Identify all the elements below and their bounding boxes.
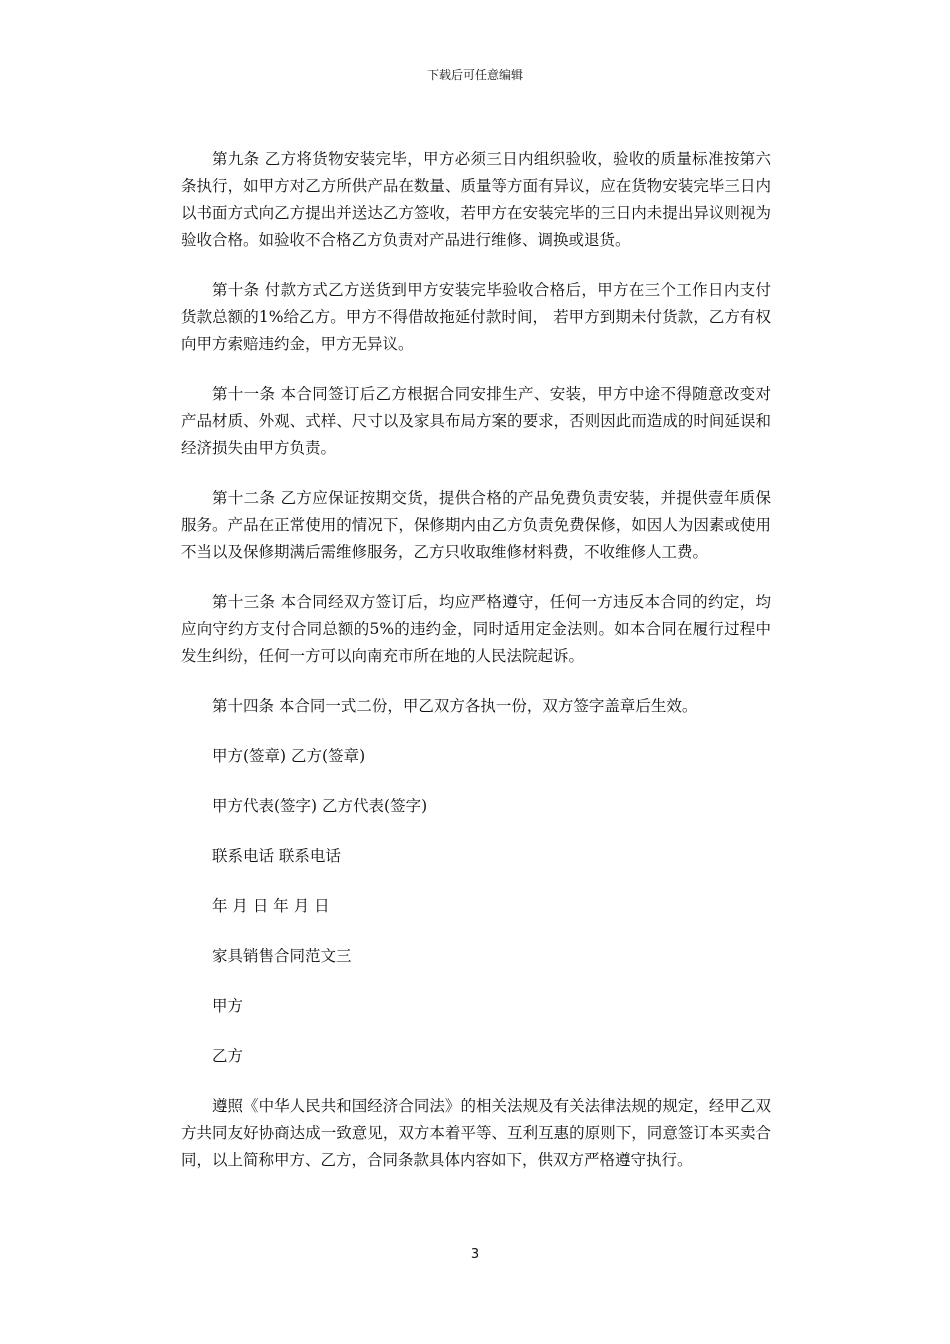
representative-signature-line: 甲方代表(签字) 乙方代表(签字)	[212, 797, 428, 815]
section-title: 家具销售合同范文三	[212, 947, 352, 965]
signature-seal-line: 甲方(签章) 乙方(签章)	[212, 747, 366, 765]
article-10-paragraph: 第十条 付款方式乙方送货到甲方安装完毕验收合格后，甲方在三个工作日内支付货款总额的1%给乙方。甲方不得借故拖延付款时间， 若甲方到期未付货款，乙方有权向甲方索赔违约金，甲方无异议。	[181, 281, 771, 353]
party-a-line: 甲方	[212, 997, 244, 1015]
party-b-line: 乙方	[212, 1047, 244, 1065]
page-number: 3	[470, 1247, 480, 1262]
article-12-paragraph: 第十二条 乙方应保证按期交货，提供合格的产品免费负责安装，并提供壹年质保服务。产品在正常使用的情况下，保修期内由乙方负责免费保修，如因人为因素或使用不当以及保修期满后需维修服务，乙方只收取维修材料费，不收维修人工费。	[181, 489, 771, 561]
preamble-paragraph: 遵照《中华人民共和国经济合同法》的相关法规及有关法律法规的规定，经甲乙双方共同友好协商达成一致意见，双方本着平等、互利互惠的原则下，同意签订本买卖合同，以上简称甲方、乙方，合同条款具体内容如下，供双方严格遵守执行。	[181, 1097, 771, 1169]
page-header: 下载后可任意编辑	[426, 68, 523, 82]
document-body	[181, 146, 771, 1197]
phone-line: 联系电话 联系电话	[212, 847, 341, 865]
article-14-paragraph: 第十四条 本合同一式二份，甲乙双方各执一份，双方签字盖章后生效。	[212, 697, 698, 715]
article-13-paragraph: 第十三条 本合同经双方签订后，均应严格遵守，任何一方违反本合同的约定，均应向守约方支付合同总额的5%的违约金，同时适用定金法则。如本合同在履行过程中发生纠纷，任何一方可以向南充市所在地的人民法院起诉。	[181, 593, 771, 665]
date-line: 年 月 日 年 月 日	[212, 897, 330, 915]
article-11-paragraph: 第十一条 本合同签订后乙方根据合同安排生产、安装，甲方中途不得随意改变对产品材质、外观、式样、尺寸以及家具布局方案的要求，否则因此而造成的时间延误和经济损失由甲方负责。	[181, 385, 771, 457]
article-9-paragraph: 第九条 乙方将货物安装完毕，甲方必须三日内组织验收，验收的质量标准按第六条执行，如甲方对乙方所供产品在数量、质量等方面有异议，应在货物安装完毕三日内以书面方式向乙方提出并送达乙方签收，若甲方在安装完毕的三日内未提出异议则视为验收合格。如验收不合格乙方负责对产品进行维修、调换或退货。	[181, 150, 771, 249]
